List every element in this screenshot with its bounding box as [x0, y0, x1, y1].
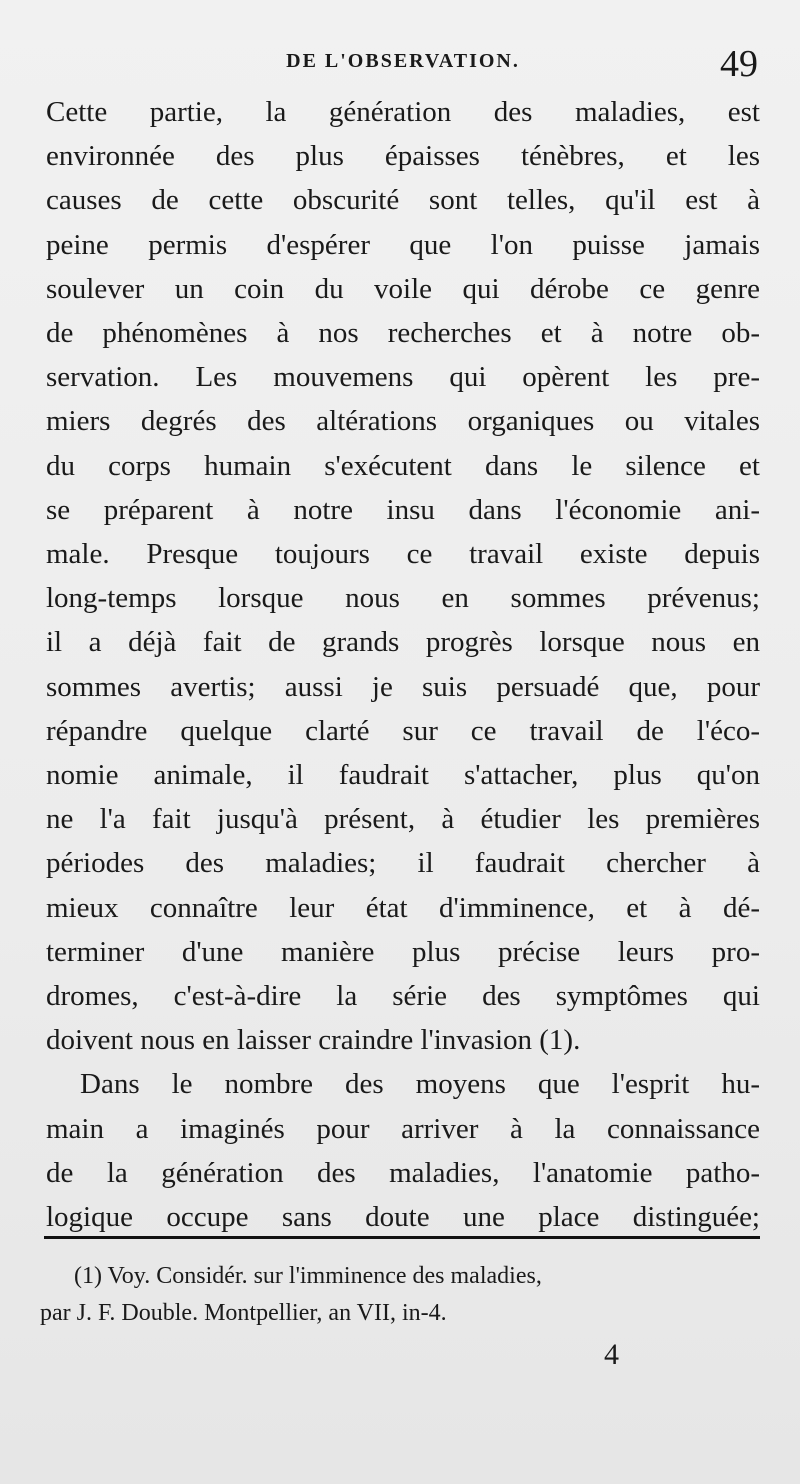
text-line: miers degrés des altérations organiques ou vitales	[46, 405, 760, 438]
text-line: Cette partie, la génération des maladies, est	[46, 96, 760, 128]
text-line: il a déjà fait de grands progrès lorsque nous en	[46, 626, 760, 659]
footnote-rule	[44, 1236, 760, 1239]
body-text	[46, 90, 760, 1239]
page-header	[44, 42, 762, 88]
text-line: causes de cette obscurité sont telles, qu'il est à	[46, 184, 760, 217]
page-number: 49	[720, 43, 758, 85]
text-line: environnée des plus épaisses ténèbres, et les	[46, 140, 760, 173]
text-line: male. Presque toujours ce travail existe depuis	[46, 538, 760, 571]
running-head: DE L'OBSERVATION.	[286, 50, 520, 72]
text-line: main a imaginés pour arriver à la connaissance	[46, 1112, 760, 1145]
text-line: servation. Les mouvemens qui opèrent les pre-	[46, 361, 760, 394]
text-line: sommes avertis; aussi je suis persuadé que, pour	[46, 670, 760, 703]
footnote	[40, 1258, 754, 1332]
text-line: nomie animale, il faudrait s'attacher, plus qu'on	[46, 759, 760, 792]
signature-mark: 4	[604, 1338, 619, 1371]
text-line: ne l'a fait jusqu'à présent, à étudier les premières	[46, 803, 760, 836]
text-line: terminer d'une manière plus précise leurs pro-	[46, 935, 760, 968]
text-line: soulever un coin du voile qui dérobe ce genre	[46, 272, 760, 305]
text-line: de phénomènes à nos recherches et à notre ob-	[46, 317, 760, 350]
text-line: doivent nous en laisser craindre l'invasion (1).	[46, 1024, 581, 1057]
text-line: se préparent à notre insu dans l'économie ani-	[46, 493, 760, 526]
footnote-line: (1) Voy. Considér. sur l'imminence des maladies,	[74, 1263, 542, 1289]
footnote-line: par J. F. Double. Montpellier, an VII, in-4.	[40, 1300, 447, 1326]
text-line: logique occupe sans doute une place distinguée;	[46, 1201, 760, 1234]
text-line: du corps humain s'exécutent dans le silence et	[46, 449, 760, 482]
text-line: Dans le nombre des moyens que l'esprit hu-	[80, 1068, 760, 1101]
text-line: dromes, c'est-à-dire la série des symptômes qui	[46, 980, 760, 1013]
text-line: périodes des maladies; il faudrait chercher à	[46, 847, 760, 880]
text-line: peine permis d'espérer que l'on puisse jamais	[46, 228, 760, 261]
text-line: répandre quelque clarté sur ce travail de l'éco-	[46, 714, 760, 747]
text-line: de la génération des maladies, l'anatomie patho-	[46, 1156, 760, 1189]
text-line: mieux connaître leur état d'imminence, et à dé-	[46, 891, 760, 924]
text-line: long-temps lorsque nous en sommes prévenus;	[46, 582, 760, 615]
